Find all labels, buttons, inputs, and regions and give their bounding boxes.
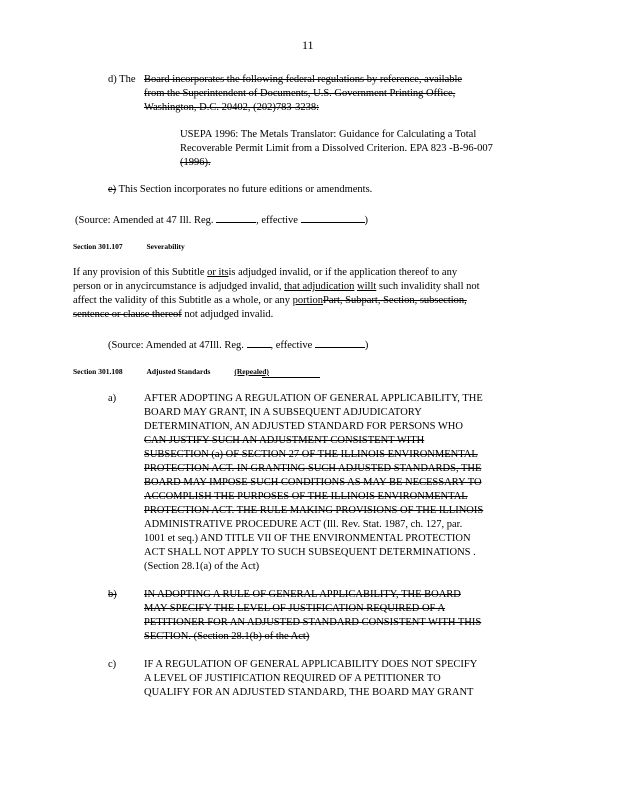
page-number: 11 (302, 38, 314, 52)
section-107-heading: Section 301.107 Severability (73, 242, 185, 251)
source-note-1: (Source: Amended at 47 Ill. Reg. , effective ) (75, 212, 368, 226)
para-a-line-2: BOARD MAY GRANT, IN A SUBSEQUENT ADJUDICATORY (144, 407, 422, 418)
para-a-line-10: ADMINISTRATIVE PROCEDURE ACT (Ill. Rev. Stat. 1987, ch. 127, par. (144, 519, 463, 530)
para-a-line-11: 1001 et seq.) AND TITLE VII OF THE ENVIRONMENTAL PROTECTION (144, 533, 471, 544)
severability-line-2: person or in anycircumstance is adjudged invalid, that adjudication willt such invalidity shall not (73, 281, 480, 292)
para-a-line-12: ACT SHALL NOT APPLY TO SUCH SUBSEQUENT DETERMINATIONS . (144, 547, 476, 558)
quote-line-1: USEPA 1996: The Metals Translator: Guidance for Calculating a Total (180, 129, 477, 140)
para-a-line-4: CAN JUSTIFY SUCH AN ADJUSTMENT CONSISTENT WITH (144, 435, 425, 446)
quote-line-2: Recoverable Permit Limit from a Dissolved Criterion. EPA 823 -B-96-007 (180, 143, 493, 154)
para-a-line-9: PROTECTION ACT. THE RULE MAKING PROVISIONS OF THE ILLINOIS (144, 505, 484, 516)
para-d-label: d) The (108, 74, 136, 85)
para-c-line-1: IF A REGULATION OF GENERAL APPLICABILITY DOES NOT SPECIFY (144, 659, 478, 670)
para-c-line-2: A LEVEL OF JUSTIFICATION REQUIRED OF A PETITIONER TO (144, 673, 441, 684)
para-b-line-2: MAY SPECIFY THE LEVEL OF JUSTIFICATION REQUIRED OF A (144, 603, 446, 614)
para-d-line-3: Washington, D.C. 20402, (202)783-3238: (144, 102, 320, 113)
severability-line-1: If any provision of this Subtitle or itsis adjudged invalid, or if the application thereof to any (73, 267, 458, 278)
para-b-line-1: IN ADOPTING A RULE OF GENERAL APPLICABILITY, THE BOARD (144, 589, 461, 600)
repealed-underline (262, 377, 320, 378)
para-d-line-2: from the Superintendent of Documents, U.S. Government Printing Office, (144, 88, 456, 99)
para-a-line-13: (Section 28.1(a) of the Act) (144, 561, 260, 572)
source-note-2: (Source: Amended at 47Ill. Reg. , effective ) (108, 337, 368, 351)
para-a-line-8: ACCOMPLISH THE PURPOSES OF THE ILLINOIS ENVIRONMENTAL (144, 491, 468, 502)
para-a-line-1: AFTER ADOPTING A REGULATION OF GENERAL APPLICABILITY, THE (144, 393, 483, 404)
para-a-line-7: BOARD MAY IMPOSE SUCH CONDITIONS AS MAY BE NECESSARY TO (144, 477, 482, 488)
para-a-line-3: DETERMINATION, AN ADJUSTED STANDARD FOR PERSONS WHO (144, 421, 463, 432)
severability-line-3: affect the validity of this Subtitle as a whole, or any portionPart, Subpart, Section, subsection, (73, 295, 467, 306)
para-c-label: c) (108, 659, 117, 670)
para-d-line-1: Board incorporates the following federal regulations by reference, available (144, 74, 463, 85)
para-a-line-5: SUBSECTION (a) OF SECTION 27 OF THE ILLINOIS ENVIRONMENTAL (144, 449, 478, 460)
para-c-line-3: QUALIFY FOR AN ADJUSTED STANDARD, THE BOARD MAY GRANT (144, 687, 474, 698)
para-b-line-4: SECTION. (Section 28.1(b) of the Act) (144, 631, 310, 642)
severability-line-4: sentence or clause thereof not adjudged invalid. (73, 309, 274, 320)
para-b-label: b) (108, 589, 117, 600)
quote-line-3: (1996). (180, 157, 211, 168)
para-a-label: a) (108, 393, 117, 404)
para-e: e) This Section incorporates no future editions or amendments. (108, 184, 373, 195)
para-a-line-6: PROTECTION ACT. IN GRANTING SUCH ADJUSTED STANDARDS, THE (144, 463, 482, 474)
section-108-heading: Section 301.108 Adjusted Standards (Repealed) (73, 367, 269, 376)
para-b-line-3: PETITIONER FOR AN ADJUSTED STANDARD CONSISTENT WITH THIS (144, 617, 482, 628)
